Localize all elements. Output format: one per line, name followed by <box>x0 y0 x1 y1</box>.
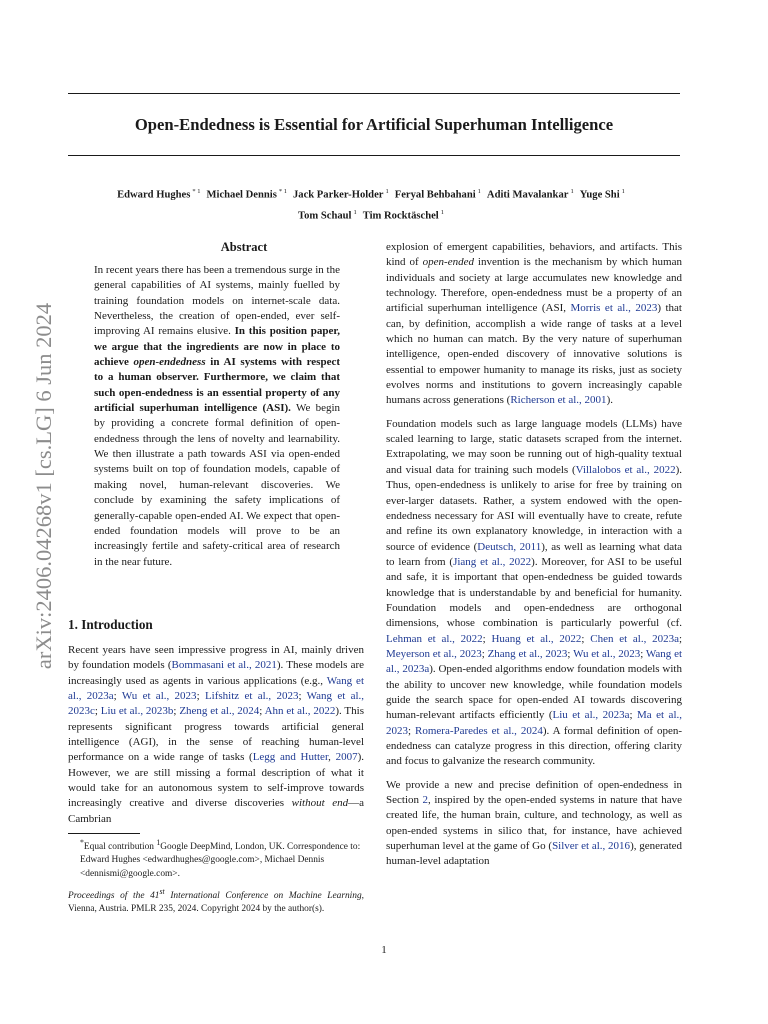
citation-link[interactable]: 2 <box>422 794 429 807</box>
author-name: Aditi Mavalankar <box>486 189 569 201</box>
citation-link[interactable]: Romera-Paredes et al., 2024 <box>415 724 543 737</box>
footnote: *Equal contribution $^1$Google DeepMind, London, UK. Correspondence to: Edward Hughes <edwardhughes@google.com>, Michael Dennis <dennismi@google.com>. <box>80 838 361 879</box>
affiliation-marker: * 1 <box>192 188 201 195</box>
arxiv-identifier: arXiv:2406.04268v1 [cs.LG] 6 Jun 2024 <box>31 302 56 670</box>
introduction-paragraph <box>68 643 364 835</box>
citation-link[interactable]: Bommasani et al., 2021 <box>171 659 277 672</box>
citation-link[interactable]: Ahn et al., 2022 <box>264 705 336 718</box>
right-column-body <box>386 240 682 878</box>
abstract-text: In recent years there has been a tremendous surge in the general capabilities of AI systems, mainly fuelled by training foundation models on internet-scale data. Nevertheless, the creation of open-ended, ever self-improving AI remains elusive. In this position paper, we argue that the ingredients are now in place to achieve open-endedness in AI systems with respect to a human observer. Furthermore, we claim that such open-endedness is an essential property of any artificial superhuman intelligence (ASI). We begin by providing a concrete formal definition of open-endedness through the lens of novelty and learnability. We then illustrate a path towards ASI via open-ended systems built on top of foundation models, capable of making novel, human-relevant discoveries. We conclude by examining the safety implications of generally-capable open-ended AI. We expect that open-ended foundation models will prove to be an increasingly fertile and safety-critical area of research in the near future. <box>94 264 341 568</box>
affiliation-marker: * 1 <box>278 188 287 195</box>
affiliation-marker: 1 <box>385 188 389 195</box>
affiliation-marker: 1 <box>353 208 357 216</box>
citation-link[interactable]: Liu et al., 2023a <box>552 709 630 722</box>
citation-link[interactable]: Liu et al., 2023b <box>100 705 174 718</box>
citation-link[interactable]: Zheng et al., 2024 <box>179 705 260 718</box>
citation-link[interactable]: Meyerson et al., 2023 <box>386 647 482 660</box>
citation-link[interactable]: 2007 <box>335 751 358 764</box>
author-name: Michael Dennis <box>206 189 277 201</box>
author-list <box>60 183 688 224</box>
author-name: Yuge Shi <box>579 189 620 201</box>
author-name: Tim Rocktäschel <box>362 210 439 222</box>
citation-link[interactable]: Wang et al., 2023c <box>68 690 365 718</box>
author-line-1 <box>60 183 688 204</box>
footnote-rule <box>68 833 140 834</box>
title-bottom-rule <box>68 155 680 156</box>
affiliation-marker: 1 <box>621 188 625 195</box>
citation-link[interactable]: Deutsch, 2011 <box>477 540 542 553</box>
citation-link[interactable]: Wu et al., 2023 <box>573 647 641 660</box>
introduction-heading: 1. Introduction <box>68 617 153 632</box>
citation-link[interactable]: Wang et al., 2023a <box>68 674 364 703</box>
page-number: 1 <box>381 944 387 956</box>
top-rule <box>68 93 680 94</box>
author-name: Jack Parker-Holder <box>292 189 384 201</box>
citation-link[interactable]: Wu et al., 2023 <box>121 690 197 703</box>
citation-link[interactable]: Villalobos et al., 2022 <box>575 463 676 476</box>
citation-link[interactable]: Lifshitz et al., 2023 <box>204 690 299 703</box>
abstract-heading: Abstract <box>220 240 268 254</box>
affiliation-marker: 1 <box>477 188 481 195</box>
citation-link[interactable]: Wang et al., 2023a <box>386 647 683 676</box>
intro-text: Recent years have seen impressive progress in AI, mainly driven by foundation models (Bommasani et al., 2021). These models are increasingly used as agents in various applications (e.g., Wang et al., 2023a; Wu et al., 2023; Lifshitz et al., 2023; Wang et al., 2023c; Liu et al., 2023b; Zheng et al., 2024; Ahn et al., 2022). This represents significant progress towards artificial general intelligence (AGI), in the sense of reaching human-level performance on a wide range of tasks (Legg and Hutter, 2007). However, we are still missing a formal description of what it would take for an autonomous system to self-improve towards increasingly creative and diverse discoveries without end—a Cambrian <box>68 644 365 825</box>
author-line-2 <box>60 204 688 225</box>
affiliation-marker: 1 <box>570 188 574 195</box>
citation-link[interactable]: Richerson et al., 2001 <box>510 394 607 407</box>
body-paragraph: We provide a new and precise definition of open-endedness in Section 2, inspired by the open-ended systems in nature that have created life, the human brain, culture, and technology, as well as open-ended systems in silico that, for instance, have achieved superhuman level at the game of Go (Silver et al., 2016), generated human-level adaptation <box>386 778 683 868</box>
citation-link[interactable]: Morris et al., 2023 <box>570 302 658 315</box>
author-name: Tom Schaul <box>297 210 352 222</box>
body-paragraph: explosion of emergent capabilities, behaviors, and artifacts. This kind of open-ended invention is the mechanism by which human individuals and society at large accumulates new knowledge and technology. Therefore, open-endedness must be a property of an artificial superhuman intelligence (ASI, Morris et al., 2023) that can, by definition, accomplish a wide range of tasks at a level which no human can match. By the very nature of superhuman intelligence, open-ended discovery of innovative solutions is essential to empower humanity to manage its risks, just as society evolves norms and institutions to govern increasingly capable humans across generations (Richerson et al., 2001). <box>386 241 682 407</box>
citation-link[interactable]: Ma et al., 2023 <box>386 709 682 737</box>
proceedings-note: Proceedings of the 41st International Conference on Machine Learning, Vienna, Austria. PMLR 235, 2024. Copyright 2024 by the author(s). <box>68 887 364 915</box>
paper-title: Open-Endedness is Essential for Artificial Superhuman Intelligence <box>134 115 614 134</box>
author-name: Feryal Behbahani <box>394 189 476 201</box>
citation-link[interactable]: Huang et al., 2022 <box>491 632 582 645</box>
author-name: Edward Hughes <box>117 189 191 201</box>
citation-link[interactable]: Chen et al., 2023a <box>590 632 679 645</box>
affiliation-marker: 1 <box>440 208 444 216</box>
citation-link[interactable]: Zhang et al., 2023 <box>487 647 568 660</box>
citation-link[interactable]: Legg and Hutter <box>252 751 329 764</box>
citation-link[interactable]: Silver et al., 2016 <box>552 840 631 853</box>
citation-link[interactable]: Jiang et al., 2022 <box>453 555 532 568</box>
body-paragraph: Foundation models such as large language models (LLMs) have scaled learning to large, static datasets scraped from the internet. Extrapolating, we may soon be running out of high-quality textual and visual data for training such models (Villalobos et al., 2022). Thus, open-endedness is unlikely to arise for free by training on ever-larger datasets. Rather, a system endowed with the open-endedness necessary for ASI will eventually have to create, refute and refine its own explanatory knowledge, in interaction with a source of evidence (Deutsch, 2011), as well as learning what data to learn from (Jiang et al., 2022). Moreover, for ASI to be useful and safe, it is important that open-endedness be guided towards knowledge that is understandable by and beneficial for humanity. Foundation models and open-endedness are orthogonal dimensions, whose combination is particularly powerful (cf. Lehman et al., 2022; Huang et al., 2022; Chen et al., 2023a; Meyerson et al., 2023; Zhang et al., 2023; Wu et al., 2023; Wang et al., 2023a). Open-ended algorithms endow foundation models with the ability to uncover new knowledge, while foundation models guide the search space for open-ended AI towards discovering human-relevant artifacts efficiently (Liu et al., 2023a; Ma et al., 2023; Romera-Paredes et al., 2024). A formal definition of open-endedness can catalyze progress in this direction, offering clarity and focus to galvanize the research community. <box>386 417 683 768</box>
citation-link[interactable]: Lehman et al., 2022 <box>386 632 483 645</box>
